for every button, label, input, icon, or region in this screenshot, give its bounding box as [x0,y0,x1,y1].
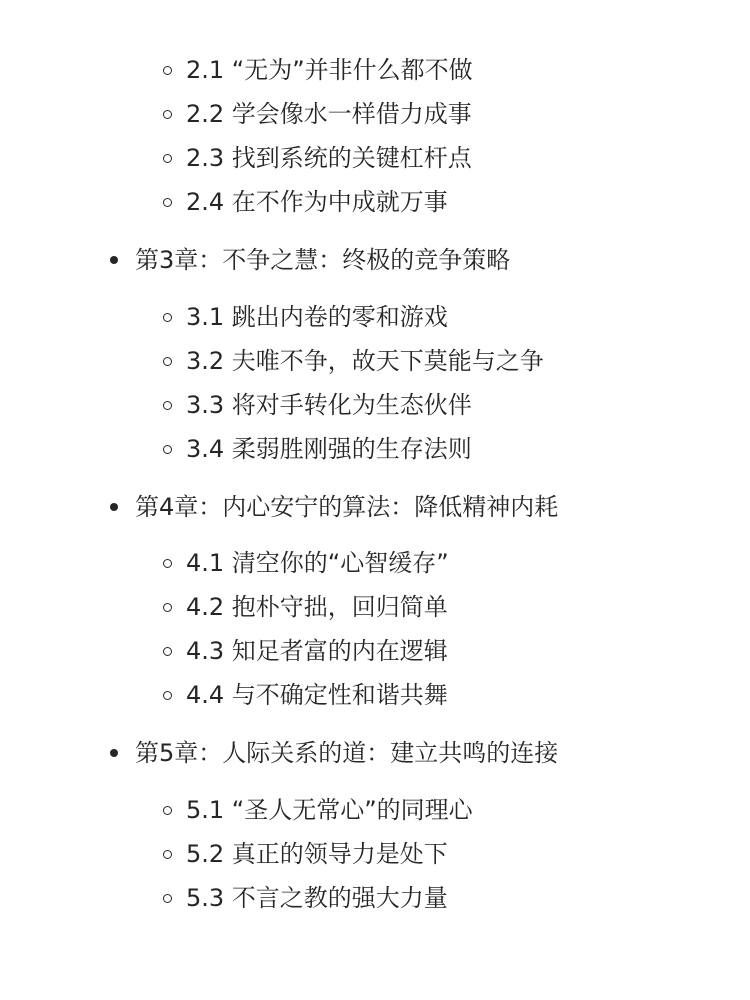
list-item [163,140,472,176]
list-item [163,545,449,581]
list-item [163,96,472,132]
section-text: 5.2 真正的领导力是处下 [186,840,448,868]
hollow-bullet-icon [163,357,172,366]
hollow-bullet-icon [163,691,172,700]
hollow-bullet-icon [163,110,172,119]
section-text: 4.4 与不确定性和谐共舞 [186,681,448,709]
chapter-title: 第3章：不争之慧：终极的竞争策略 [135,246,511,274]
section-text: 2.4 在不作为中成就万事 [186,188,448,216]
hollow-bullet-icon [163,154,172,163]
section-text: 4.1 清空你的“心智缓存” [186,549,449,577]
list-item [163,343,544,379]
list-item [163,299,448,335]
chapter-title: 第5章：人际关系的道：建立共鸣的连接 [135,739,559,767]
hollow-bullet-icon [163,66,172,75]
filled-bullet-icon [110,749,118,757]
section-text: 2.2 学会像水一样借力成事 [186,100,472,128]
list-item [163,431,472,467]
hollow-bullet-icon [163,559,172,568]
hollow-bullet-icon [163,647,172,656]
filled-bullet-icon [110,256,118,264]
section-text: 2.3 找到系统的关键杠杆点 [186,144,472,172]
chapter-heading [110,735,558,771]
hollow-bullet-icon [163,850,172,859]
hollow-bullet-icon [163,445,172,454]
list-item [163,677,448,713]
section-text: 5.1 “圣人无常心”的同理心 [186,796,473,824]
section-text: 5.3 不言之教的强大力量 [186,884,448,912]
section-text: 3.1 跳出内卷的零和游戏 [186,303,448,331]
hollow-bullet-icon [163,401,172,410]
list-item [163,184,448,220]
section-text: 4.2 抱朴守拙，回归简单 [186,593,448,621]
section-text: 3.2 夫唯不争，故天下莫能与之争 [186,347,544,375]
section-text: 4.3 知足者富的内在逻辑 [186,637,448,665]
hollow-bullet-icon [163,894,172,903]
hollow-bullet-icon [163,313,172,322]
list-item [163,836,448,872]
list-item [163,387,472,423]
list-item [163,633,448,669]
section-text: 2.1 “无为”并非什么都不做 [186,56,473,84]
list-item [163,792,473,828]
list-item [163,589,448,625]
chapter-heading [110,242,510,278]
chapter-heading [110,489,558,525]
section-text: 3.3 将对手转化为生态伙伴 [186,391,472,419]
chapter-title: 第4章：内心安宁的算法：降低精神内耗 [135,493,559,521]
section-text: 3.4 柔弱胜刚强的生存法则 [186,435,472,463]
hollow-bullet-icon [163,198,172,207]
list-item [163,880,448,916]
hollow-bullet-icon [163,603,172,612]
hollow-bullet-icon [163,806,172,815]
list-item [163,52,473,88]
filled-bullet-icon [110,503,118,511]
